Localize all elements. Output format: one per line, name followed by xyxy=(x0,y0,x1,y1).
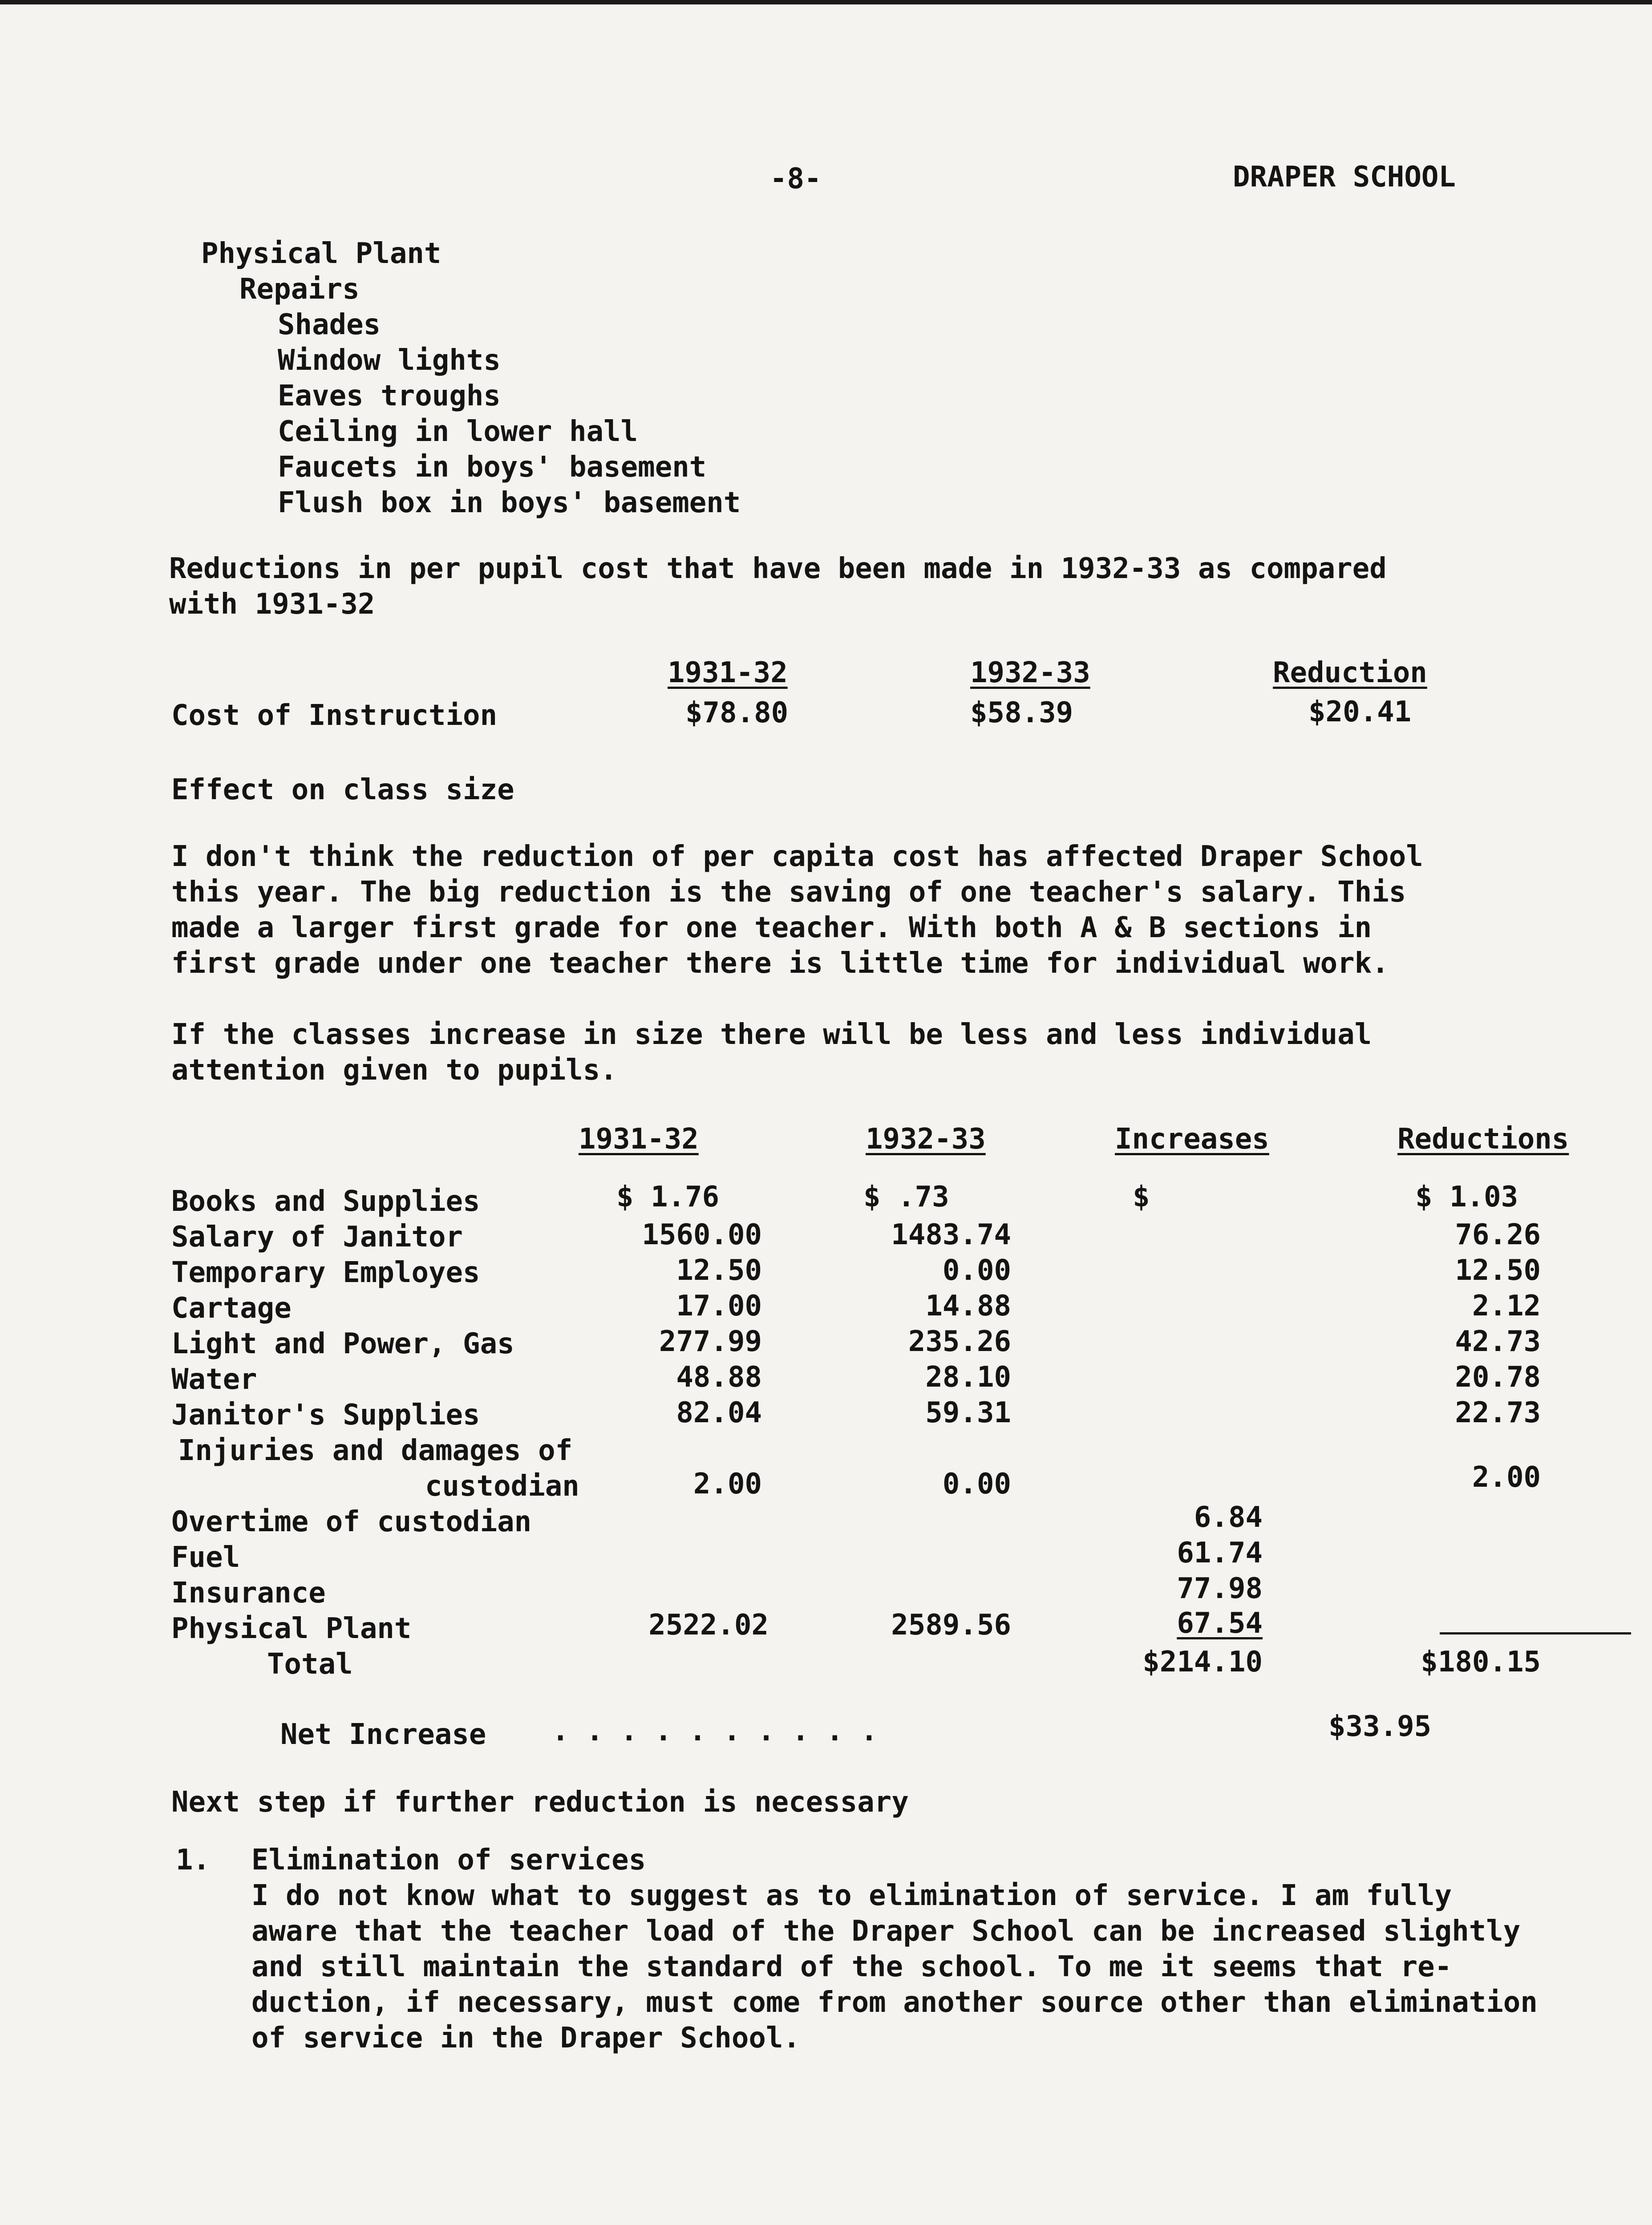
expense-value-1931: 1560.00 xyxy=(642,1218,762,1251)
effect-paragraph-line: If the classes increase in size there will be less and less individual xyxy=(171,1018,1372,1051)
expense-value-increase: 6.84 xyxy=(1194,1501,1263,1534)
reductions-total-rule xyxy=(1440,1632,1631,1634)
repair-item: Ceiling in lower hall xyxy=(278,415,638,448)
expense-value-1931: 2522.02 xyxy=(648,1609,769,1642)
expense-value-reduction: 42.73 xyxy=(1455,1325,1541,1358)
expense-value-1931: 277.99 xyxy=(659,1325,762,1358)
effect-paragraph-line: attention given to pupils. xyxy=(171,1054,617,1087)
expense-value-1932: 0.00 xyxy=(942,1468,1011,1501)
total-reductions: $180.15 xyxy=(1421,1646,1541,1679)
expense-row-label: Water xyxy=(171,1363,257,1396)
section-heading-physical-plant: Physical Plant xyxy=(201,237,441,270)
page-number: -8- xyxy=(770,162,822,195)
next-step-paragraph-line: I do not know what to suggest as to elimination of service. I am fully xyxy=(251,1879,1452,1912)
expense-value-1931: 82.04 xyxy=(676,1396,762,1429)
cost-header-reduction: Reduction xyxy=(1273,656,1427,689)
expense-row-label: Temporary Employes xyxy=(171,1256,480,1289)
expense-row-label: Fuel xyxy=(171,1541,240,1574)
cost-header-1932: 1932-33 xyxy=(970,656,1090,689)
expense-value-1931: 2.00 xyxy=(693,1468,762,1501)
expense-value-1931: 17.00 xyxy=(676,1290,762,1323)
expense-value-reduction: 76.26 xyxy=(1455,1218,1541,1251)
expense-value-1932: 0.00 xyxy=(942,1254,1011,1287)
expense-row-label: Insurance xyxy=(171,1577,326,1610)
expense-value-increase: 61.74 xyxy=(1177,1537,1263,1570)
cost-header-1931: 1931-32 xyxy=(668,656,788,689)
repair-item: Flush box in boys' basement xyxy=(278,486,741,519)
repair-item: Shades xyxy=(278,308,381,341)
expense-value-increase: 77.98 xyxy=(1177,1572,1263,1605)
next-step-paragraph-line: and still maintain the standard of the school. To me it seems that re- xyxy=(251,1950,1452,1983)
net-increase-label: Net Increase xyxy=(280,1718,486,1751)
total-label: Total xyxy=(267,1648,353,1681)
expense-value-reduction: 20.78 xyxy=(1455,1361,1541,1394)
next-step-paragraph-line: duction, if necessary, must come from another source other than elimination xyxy=(251,1986,1538,2019)
expense-value-reduction: 12.50 xyxy=(1455,1254,1541,1287)
reductions-intro-line: with 1931-32 xyxy=(169,588,375,621)
expense-value-1931: 48.88 xyxy=(676,1361,762,1394)
repair-item: Window lights xyxy=(278,344,501,377)
effect-paragraph-line: made a larger first grade for one teacher. With both A & B sections in xyxy=(171,911,1372,944)
cost-value-1932: $58.39 xyxy=(970,696,1073,729)
expense-row-label: Cartage xyxy=(171,1292,292,1325)
expense-value-reduction: 22.73 xyxy=(1455,1396,1541,1429)
cost-value-reduction: $20.41 xyxy=(1308,696,1412,728)
expense-value-reduction: 2.12 xyxy=(1472,1290,1541,1323)
next-step-paragraph-line: aware that the teacher load of the Draper School can be increased slightly xyxy=(251,1915,1521,1948)
expense-row-label: Injuries and damages of xyxy=(178,1434,573,1467)
expense-value-1931: $ 1.76 xyxy=(616,1181,720,1214)
expense-value-1932: 235.26 xyxy=(908,1325,1011,1358)
expense-row-label-continued: custodian xyxy=(425,1470,579,1503)
list-item-title: Elimination of services xyxy=(251,1844,646,1877)
effect-paragraph-line: this year. The big reduction is the saving of one teacher's salary. This xyxy=(171,876,1406,909)
reductions-intro-line: Reductions in per pupil cost that have been made in 1932-33 as compared xyxy=(169,552,1387,585)
expense-header-increases: Increases xyxy=(1115,1123,1269,1156)
cost-row-label: Cost of Instruction xyxy=(171,699,498,732)
expense-value-increase: 67.54 xyxy=(1177,1607,1263,1640)
scan-top-edge xyxy=(0,0,1652,4)
expense-row-label: Overtime of custodian xyxy=(171,1505,532,1538)
expense-value-reduction: $ 1.03 xyxy=(1415,1181,1518,1214)
repair-item: Faucets in boys' basement xyxy=(278,451,707,484)
total-increases: $214.10 xyxy=(1142,1646,1263,1679)
expense-value-1932: 2589.56 xyxy=(891,1609,1011,1642)
expense-header-1931: 1931-32 xyxy=(579,1123,699,1156)
effect-paragraph-line: I don't think the reduction of per capita cost has affected Draper School xyxy=(171,840,1423,873)
net-increase-value: $33.95 xyxy=(1328,1710,1432,1743)
school-name: DRAPER SCHOOL xyxy=(1233,161,1456,194)
repair-item: Eaves troughs xyxy=(278,380,501,413)
expense-value-1931: 12.50 xyxy=(676,1254,762,1287)
expense-value-reduction: 2.00 xyxy=(1472,1461,1541,1494)
expense-row-label: Light and Power, Gas xyxy=(171,1327,514,1360)
expense-row-label: Physical Plant xyxy=(171,1612,412,1645)
expense-header-reductions: Reductions xyxy=(1397,1123,1569,1156)
effect-paragraph-line: first grade under one teacher there is little time for individual work. xyxy=(171,947,1389,980)
expense-value-1932: 28.10 xyxy=(925,1361,1011,1394)
expense-value-1932: 1483.74 xyxy=(891,1218,1011,1251)
expense-row-label: Books and Supplies xyxy=(171,1185,480,1218)
expense-value-1932: $ .73 xyxy=(863,1181,949,1214)
list-item-number: 1. xyxy=(176,1844,211,1877)
next-step-paragraph-line: of service in the Draper School. xyxy=(251,2022,800,2055)
expense-value-increase: $ xyxy=(1133,1181,1150,1214)
subheading-repairs: Repairs xyxy=(239,273,360,306)
cost-value-1931: $78.80 xyxy=(685,696,789,729)
expense-header-1932: 1932-33 xyxy=(866,1123,986,1156)
expense-value-1932: 59.31 xyxy=(925,1396,1011,1429)
net-increase-leader: . . . . . . . . . . xyxy=(552,1715,878,1748)
expense-row-label: Janitor's Supplies xyxy=(171,1399,480,1432)
expense-row-label: Salary of Janitor xyxy=(171,1221,463,1254)
expense-value-1932: 14.88 xyxy=(925,1290,1011,1323)
next-step-heading: Next step if further reduction is necessary xyxy=(171,1786,909,1819)
effect-heading: Effect on class size xyxy=(171,773,514,806)
